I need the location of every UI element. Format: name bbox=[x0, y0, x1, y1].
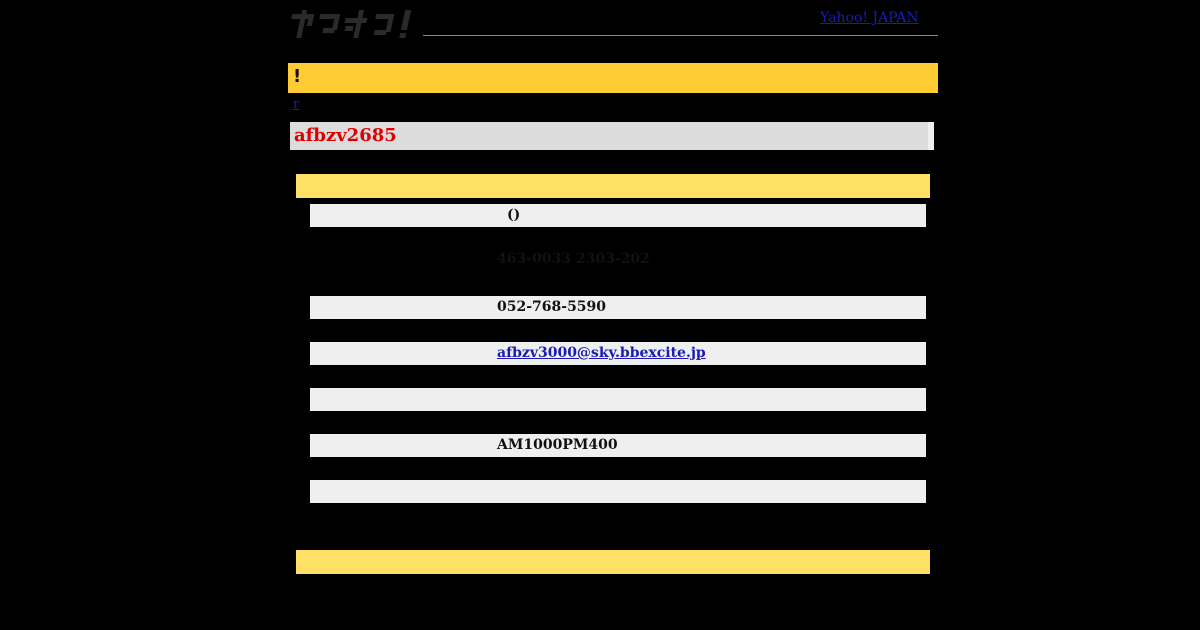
logo-graphic bbox=[290, 6, 422, 42]
info-row-blank bbox=[310, 388, 926, 411]
info-row-email bbox=[310, 342, 926, 365]
info-row-hours bbox=[310, 434, 926, 457]
info-row-name bbox=[310, 204, 926, 227]
seller-id-box-edge bbox=[928, 122, 934, 150]
address-value: 463-0033 2303-202 bbox=[497, 251, 650, 267]
page-title-banner bbox=[288, 63, 938, 93]
seller-id-box bbox=[290, 122, 928, 150]
hours-value: AM1000PM400 bbox=[497, 437, 618, 453]
yahoo-japan-link[interactable]: Yahoo! JAPAN bbox=[820, 10, 919, 26]
info-row-address bbox=[310, 250, 926, 273]
info-row-blank-2 bbox=[310, 480, 926, 503]
yahuoku-logo[interactable] bbox=[290, 6, 422, 42]
email-link[interactable]: afbzv3000@sky.bbexcite.jp bbox=[497, 345, 706, 361]
back-link[interactable]: r bbox=[293, 97, 300, 112]
name-value: () bbox=[507, 207, 521, 223]
page-title: ! bbox=[293, 66, 302, 87]
section-footer-bar bbox=[296, 550, 930, 574]
phone-value: 052-768-5590 bbox=[497, 299, 607, 315]
seller-id: afbzv2685 bbox=[294, 125, 397, 146]
header-divider bbox=[423, 35, 938, 36]
info-row-phone bbox=[310, 296, 926, 319]
seller-info-section-header bbox=[296, 174, 930, 198]
